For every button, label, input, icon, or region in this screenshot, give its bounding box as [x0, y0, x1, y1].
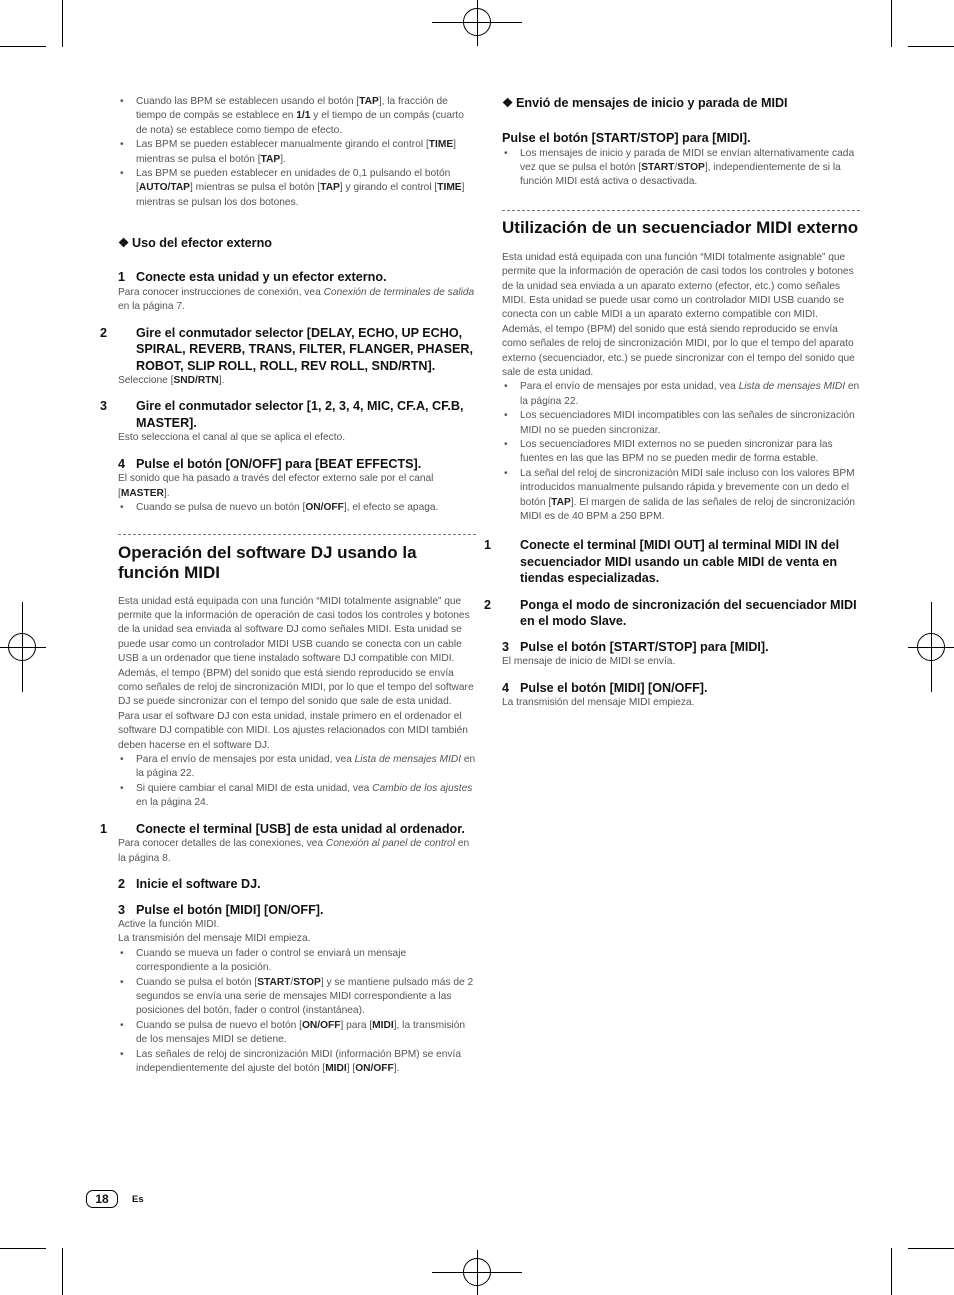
section-title-dj-software: Operación del software DJ usando la función MIDI	[118, 542, 417, 582]
bullet-item: • Para el envío de mensajes por esta unidad, vea Lista de mensajes MIDI en la página 22.	[502, 380, 860, 409]
bullet-item: • Las BPM se pueden establecer en unidades de 0,1 pulsando el botón [AUTO/TAP] mientras se pulsa el botón [TAP] y girando el control [TIME] mientras se pulsan los dos botones.	[118, 167, 476, 210]
step-heading: 2 Ponga el modo de sincronización del secuenciador MIDI en el modo Slave.	[484, 597, 857, 629]
crop-mark	[891, 1248, 892, 1295]
step-description: Para conocer instrucciones de conexión, vea Conexión de terminales de salida en la página 7.	[118, 286, 475, 313]
step-heading: 1 Conecte el terminal [MIDI OUT] al terminal MIDI IN del secuenciador MIDI usando un cable MIDI de venta en tiendas especializadas.	[484, 538, 840, 586]
step-heading: 3 Pulse el botón [MIDI] [ON/OFF].	[118, 902, 324, 917]
step-heading: 3 Gire el conmutador selector [1, 2, 3, 4, MIC, CF.A, CF.B, MASTER].	[100, 399, 464, 430]
bullet-item: • Las señales de reloj de sincronización MIDI (información BPM) se envía independientemente del ajuste del botón [MIDI] [ON/OFF].	[118, 1048, 476, 1077]
diamond-icon: ❖	[502, 96, 514, 110]
step-heading: 4 Pulse el botón [ON/OFF] para [BEAT EFFECTS].	[118, 456, 422, 471]
step-description: Para conocer detalles de las conexiones, vea Conexión al panel de control en la página 8.	[118, 838, 470, 864]
step-heading: 1 Conecte esta unidad y un efector externo.	[118, 270, 387, 285]
bullet-item: • La señal del reloj de sincronización MIDI sale incluso con los valores BPM introducidos manualmente pulsando rápida y brevemente con un dedo el botón [TAP]. El margen de salida de las señales de reloj de sincronización MIDI es de 40 BPM a 250 BPM.	[502, 467, 860, 525]
step-description: Seleccione [SND/RTN].	[118, 375, 225, 387]
registration-mark	[8, 633, 36, 661]
bullet-item: • Cuando se pulsa de nuevo el botón [ON/OFF] para [MIDI], la transmisión de los mensajes MIDI se detiene.	[118, 1019, 476, 1048]
step-heading: 4 Pulse el botón [MIDI] [ON/OFF].	[502, 680, 708, 695]
page-footer	[86, 1190, 144, 1208]
step-description: La transmisión del mensaje MIDI empieza.	[502, 697, 695, 709]
bullet-item: • Cuando se mueva un fader o control se enviará un mensaje correspondiente a la posición.	[118, 947, 476, 976]
page-number: 18	[86, 1190, 118, 1208]
registration-mark	[463, 8, 491, 36]
step-heading: 3 Pulse el botón [START/STOP] para [MIDI].	[502, 639, 769, 654]
crop-mark	[62, 0, 63, 47]
diamond-icon: ❖	[118, 236, 130, 251]
bullet-item: • Cuando se pulsa el botón [START/STOP] y se mantiene pulsado más de 2 segundos se envía una serie de mensajes MIDI correspondiente a las posiciones del botón, fader o control (instantánea).	[118, 976, 476, 1019]
crop-mark	[891, 0, 892, 47]
bullet-item: • Las BPM se pueden establecer manualmente girando el control [TIME] mientras se pulsa el botón [TAP].	[118, 138, 476, 167]
section-paragraph: Esta unidad está equipada con una función “MIDI totalmente asignable” que permite que la información de operación de casi todos los controles y botones de la unidad sea enviada a un aparato externo (efector, etc.) como señales MIDI. Esta unidad se puede usar como un controlador MIDI USB cuando se conecta con un cable MIDI a un aparato externo compatible con MIDI. Además, el tempo (BPM) del sonido que está siendo reproducido se envía como señales de reloj de sincronización MIDI, por lo que el tempo del aparato externo (secuenciador, etc.) se puede sincronizar con el tempo del sonido que sale de esta unidad.	[502, 251, 855, 378]
step-description: El mensaje de inicio de MIDI se envía.	[502, 656, 676, 668]
step-description: Active la función MIDI.	[118, 919, 220, 930]
crop-mark	[0, 1248, 46, 1249]
section-title-midi-sequencer: Utilización de un secuenciador MIDI externo	[502, 217, 859, 237]
crop-mark	[0, 46, 46, 47]
bullet-item: • Los mensajes de inicio y parada de MIDI se envían alternativamente cada vez que se pulsa el botón [START/STOP], independientemente de si la función MIDI está activa o desactivada.	[502, 147, 860, 190]
step-description: El sonido que ha pasado a través del efector externo sale por el canal [MASTER].	[118, 473, 434, 499]
section-paragraph: Esta unidad está equipada con una función “MIDI totalmente asignable” que permite que la información de operación de casi todos los controles y botones de la unidad sea enviada al software DJ como señales MIDI. Esta unidad se puede usar como un controlador MIDI USB cuando se conecta con un cable USB a un ordenador que tiene instalado software DJ compatible con MIDI. Además, el tempo (BPM) del sonido que está siendo reproducido se envía como señales de reloj de sincronización MIDI, por lo que el tempo del software DJ se puede sincronizar con el tempo del sonido que sale de esta unidad.	[118, 595, 474, 708]
bullet-item: • Cuando las BPM se establecen usando el botón [TAP], la fracción de tiempo de compás se establece en 1/1 y el tiempo de un compás (cuarto de nota) se establece como tiempo de efecto.	[118, 95, 476, 138]
bullet-item: • Para el envío de mensajes por esta unidad, vea Lista de mensajes MIDI en la página 22.	[118, 753, 476, 782]
bullet-item: • Cuando se pulsa de nuevo un botón [ON/OFF], el efecto se apaga.	[118, 501, 476, 515]
right-column	[484, 95, 860, 711]
left-column	[100, 95, 476, 1076]
step-description: Esto selecciona el canal al que se aplica el efecto.	[118, 432, 346, 444]
subheading-midi-start-stop: ❖ Envió de mensajes de inicio y parada de MIDI	[502, 96, 788, 110]
bullet-item: • Si quiere cambiar el canal MIDI de esta unidad, vea Cambio de los ajustes en la página 24.	[118, 782, 476, 811]
registration-mark	[917, 633, 945, 661]
step-description: La transmisión del mensaje MIDI empieza.	[118, 933, 311, 945]
bullet-item: • Los secuenciadores MIDI externos no se pueden sincronizar para las fuentes en las que las BPM no se pueden medir de forma estable.	[502, 438, 860, 467]
section-divider	[118, 534, 476, 535]
language-code: Es	[132, 1194, 144, 1205]
step-heading: Pulse el botón [START/STOP] para [MIDI].	[502, 131, 751, 145]
step-heading: 2 Gire el conmutador selector [DELAY, ECHO, UP ECHO, SPIRAL, REVERB, TRANS, FILTER, FLANGER, PHASER, ROBOT, SLIP ROLL, ROLL, REV ROLL, SND/RTN].	[100, 325, 474, 373]
section-divider	[502, 210, 860, 211]
crop-mark	[62, 1248, 63, 1295]
step-heading: 1 Conecte el terminal [USB] de esta unidad al ordenador.	[100, 821, 465, 836]
section-paragraph: Para usar el software DJ con esta unidad, instale primero en el ordenador el software DJ compatible con MIDI. Los ajustes relacionados con MIDI también deben hacerse en el software DJ.	[118, 710, 468, 751]
crop-mark	[908, 1248, 954, 1249]
bullet-item: • Los secuenciadores MIDI incompatibles con las señales de sincronización MIDI no se pueden sincronizar.	[502, 409, 860, 438]
registration-mark	[463, 1258, 491, 1286]
step-heading: 2 Inicie el software DJ.	[118, 877, 261, 891]
crop-mark	[908, 46, 954, 47]
subheading-external-effector: ❖ Uso del efector externo	[118, 236, 272, 251]
